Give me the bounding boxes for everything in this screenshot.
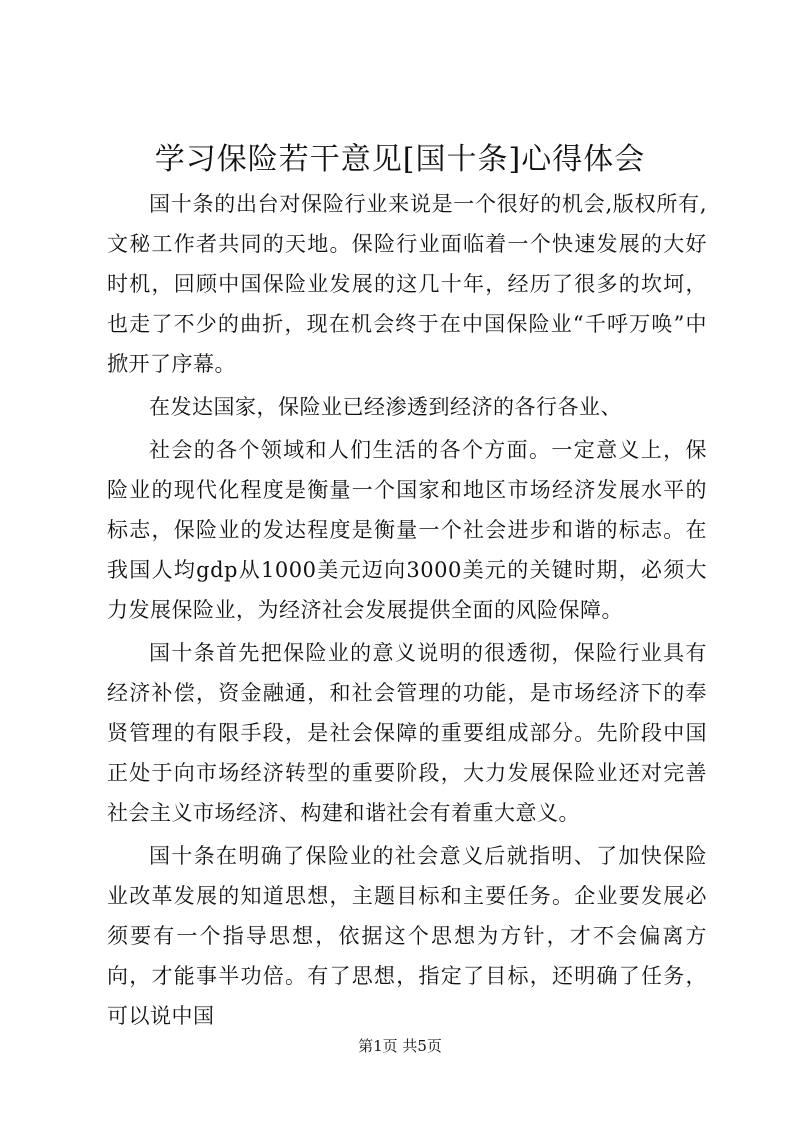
- paragraph: 在发达国家，保险业已经渗透到经济的各行各业、: [149, 395, 622, 419]
- paragraph: 国十条在明确了保险业的社会意义后就指明、了加快保险业改革发展的知道思想，主题目标和主要任务。企业要发展必须要有一个指导思想，依据这个思想为方针，才不会偏离方向，才能事半功倍。有了思想，指定了目标，还明确了任务，可以说中国: [107, 844, 707, 1028]
- paragraph: 国十条的出台对保险行业来说是一个很好的机会,版权所有,文秘工作者共同的天地。保险行业面临着一个快速发展的大好时机，回顾中国保险业发展的这几十年，经历了很多的坎坷，也走了不少的曲折，现在机会终于在中国保险业“千呼万唤”中掀开了序幕。: [107, 192, 707, 376]
- page-number-footer: 第1页 共5页: [358, 1037, 442, 1055]
- document-title: 学习保险若干意见[国十条]心得体会: [154, 142, 646, 177]
- paragraph: 国十条首先把保险业的意义说明的很透彻，保险行业具有经济补偿，资金融通，和社会管理的功能，是市场经济下的奉贤管理的有限手段，是社会保障的重要组成部分。先阶段中国正处于向市场经济转型的重要阶段，大力发展保险业还对完善社会主义市场经济、构建和谐社会有着重大意义。: [107, 641, 707, 825]
- document-body: [107, 184, 707, 1036]
- paragraph: 社会的各个领域和人们生活的各个方面。一定意义上，保险业的现代化程度是衡量一个国家和地区市场经济发展水平的标志，保险业的发达程度是衡量一个社会进步和谐的标志。在我国人均gdp从1000美元迈向3000美元的关键时期，必须大力发展保险业，为经济社会发展提供全面的风险保障。: [107, 438, 707, 622]
